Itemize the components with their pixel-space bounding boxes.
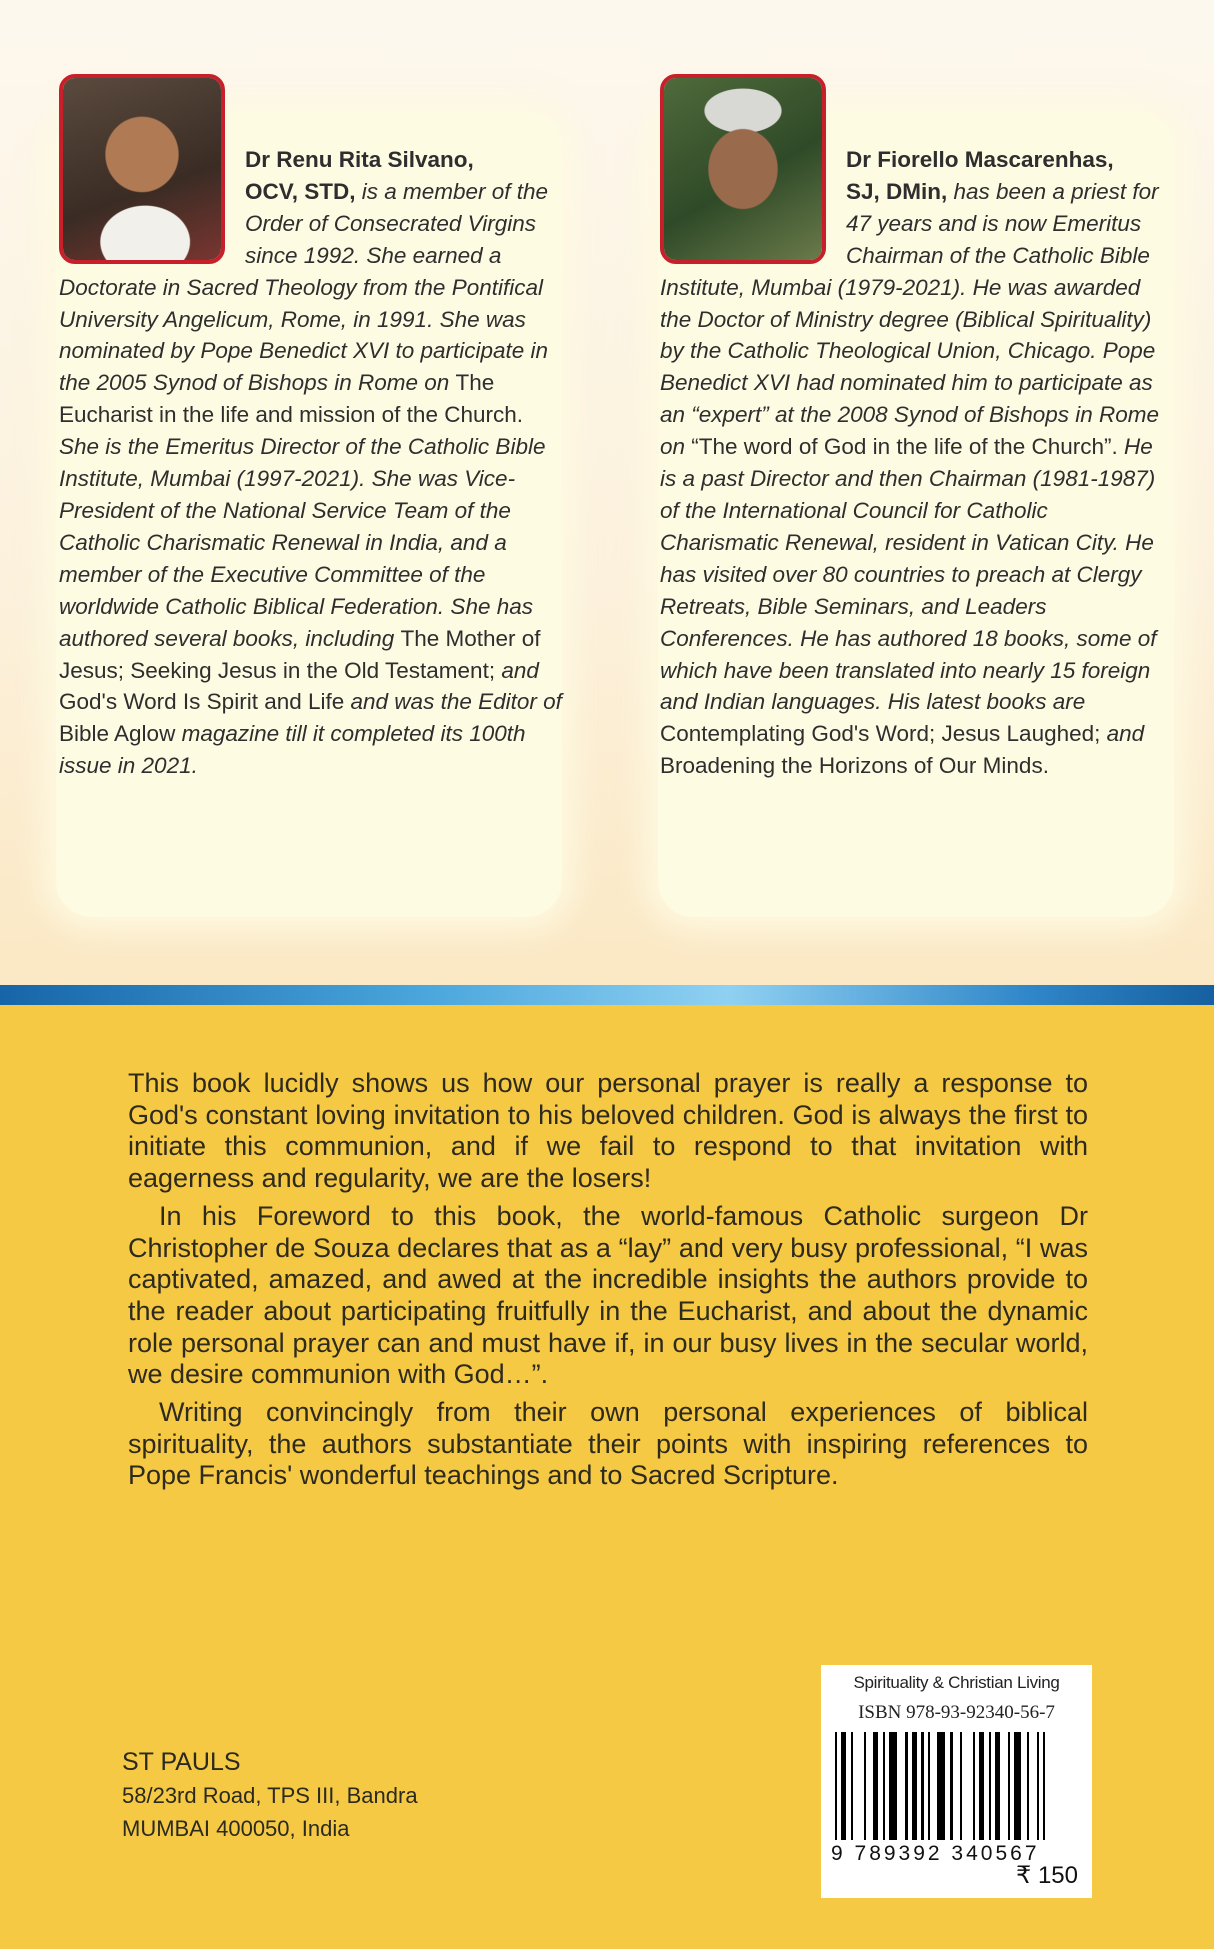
- author-name: Dr Fiorello Mascarenhas,: [846, 147, 1114, 172]
- bio-text: She is the Emeritus Director of the Catholic Bible Institute, Mumbai (1997-2021). She was Vice-President of the National Service Team of the Catholic Charismatic Renewal in India, and a member of the Executive Committee of the worldwide Catholic Biblical Federation. She has authored several books, including: [59, 434, 546, 651]
- bio-text: He is a past Director and then Chairman (1981-1987) of the International Council for Catholic Charismatic Renewal, resident in Vatican City. He has visited over 80 countries to preach at Clergy Retreats, Bible Seminars, and Leaders Conferences. He has authored 18 books, some of which have been translated into nearly 15 foreign and Indian languages. His latest books are: [660, 434, 1157, 715]
- blurb-paragraph: In his Foreword to this book, the world-famous Catholic surgeon Dr Christopher de Souza declares that as a “lay” and very busy professional, “I was captivated, amazed, and awed at the incredible insights the authors provide to the reader about participating fruitfully in the Eucharist, and about the dynamic role personal prayer can and must have if, in our busy lives in the secular world, we desire communion with God…”.: [128, 1200, 1088, 1390]
- barcode-bar: [1043, 1732, 1045, 1840]
- bio-text: Broadening the Horizons of Our Minds.: [660, 753, 1049, 779]
- author-name: SJ, DMin,: [846, 178, 948, 204]
- author-name: Dr Renu Rita Silvano,: [245, 147, 474, 172]
- barcode-bar: [921, 1732, 923, 1840]
- book-blurb: [128, 1068, 1088, 1498]
- blurb-paragraph: This book lucidly shows us how our personal prayer is really a response to God's constant loving invitation to his beloved children. God is always the first to initiate this communion, and if we fail to respond to that invitation with eagerness and regularity, we are the losers!: [128, 1068, 1088, 1194]
- category-label: Spirituality & Christian Living: [853, 1673, 1060, 1692]
- publisher-name: ST PAULS: [122, 1748, 241, 1776]
- author-bio-renu: [59, 74, 564, 782]
- barcode-bar: [905, 1732, 907, 1840]
- barcode-digits: 9 789392 340567: [831, 1842, 1040, 1865]
- bio-text: and: [1100, 721, 1145, 747]
- barcode-bar: [979, 1732, 984, 1840]
- author-bio-fiorello: [660, 74, 1170, 782]
- barcode-bar: [950, 1732, 952, 1840]
- barcode-bar: [1014, 1732, 1021, 1840]
- barcode-bar: [1037, 1732, 1039, 1840]
- barcode-bar: [937, 1732, 944, 1840]
- barcode-bar: [835, 1732, 837, 1840]
- isbn-text: ISBN 978-93-92340-56-7: [858, 1702, 1055, 1723]
- publisher-info: [122, 1746, 418, 1845]
- bio-text: God's Word Is Spirit and Life: [59, 689, 345, 715]
- barcode-bar: [912, 1732, 917, 1840]
- bio-text: has been a priest for 47 years and is now Emeritus Chairman of the Catholic Bible Institute, Mumbai (1979-2021). He was awarded the Doctor of Ministry degree (Biblical Spirituality) by the Catholic Theological Union, Chicago. Pope Benedict XVI had nominated him to participate as an “expert” at the 2008 Synod of Bishops in Rome on: [660, 178, 1160, 460]
- barcode-bar: [928, 1732, 930, 1840]
- barcode-label: [821, 1665, 1092, 1898]
- barcode-bar: [1027, 1732, 1029, 1840]
- author-name: OCV, STD,: [245, 178, 356, 204]
- barcode-bar: [995, 1732, 1000, 1840]
- blue-divider-band: [0, 985, 1214, 1005]
- barcode-bar: [973, 1732, 975, 1840]
- bio-text: magazine till it completed its 100th issue in 2021.: [59, 721, 526, 779]
- barcode-bar: [873, 1732, 878, 1840]
- barcode-bar: [889, 1732, 896, 1840]
- barcode-bar: [1008, 1732, 1010, 1840]
- bio-text: “The word of God in the life of the Church”.: [691, 434, 1118, 460]
- barcode-bars: [835, 1732, 1076, 1840]
- bio-text: Contemplating God's Word; Jesus Laughed;: [660, 721, 1101, 747]
- bio-text: and: [495, 657, 539, 683]
- barcode-bar: [851, 1732, 853, 1840]
- blurb-paragraph: Writing convincingly from their own personal experiences of biblical spirituality, the authors substantiate their points with inspiring references to Pope Francis' wonderful teachings and to Sacred Scripture.: [128, 1397, 1088, 1491]
- bio-text: The Eucharist in the life and mission of the Church.: [59, 370, 523, 428]
- barcode-bar: [960, 1732, 962, 1840]
- barcode-bar: [841, 1732, 846, 1840]
- author-photo-fiorello: [660, 74, 826, 264]
- barcode-bar: [989, 1732, 991, 1840]
- publisher-address-line: MUMBAI 400050, India: [122, 1816, 350, 1841]
- bio-text: Bible Aglow: [59, 721, 176, 747]
- barcode-bar: [864, 1732, 866, 1840]
- author-photo-renu: [59, 74, 225, 264]
- bio-text: and was the Editor of: [344, 689, 562, 715]
- publisher-address-line: 58/23rd Road, TPS III, Bandra: [122, 1783, 418, 1808]
- bio-text: is a member of the Order of Consecrated Virgins since 1992. She earned a Doctorate in Sacred Theology from the Pontifical University Angelicum, Rome, in 1991. She was nominated by Pope Benedict XVI to participate in the 2005 Synod of Bishops in Rome on: [59, 178, 549, 396]
- price-label: ₹ 150: [1016, 1862, 1078, 1889]
- bio-text: The Mother of Jesus; Seeking Jesus in the Old Testament;: [59, 625, 541, 683]
- barcode-bar: [883, 1732, 885, 1840]
